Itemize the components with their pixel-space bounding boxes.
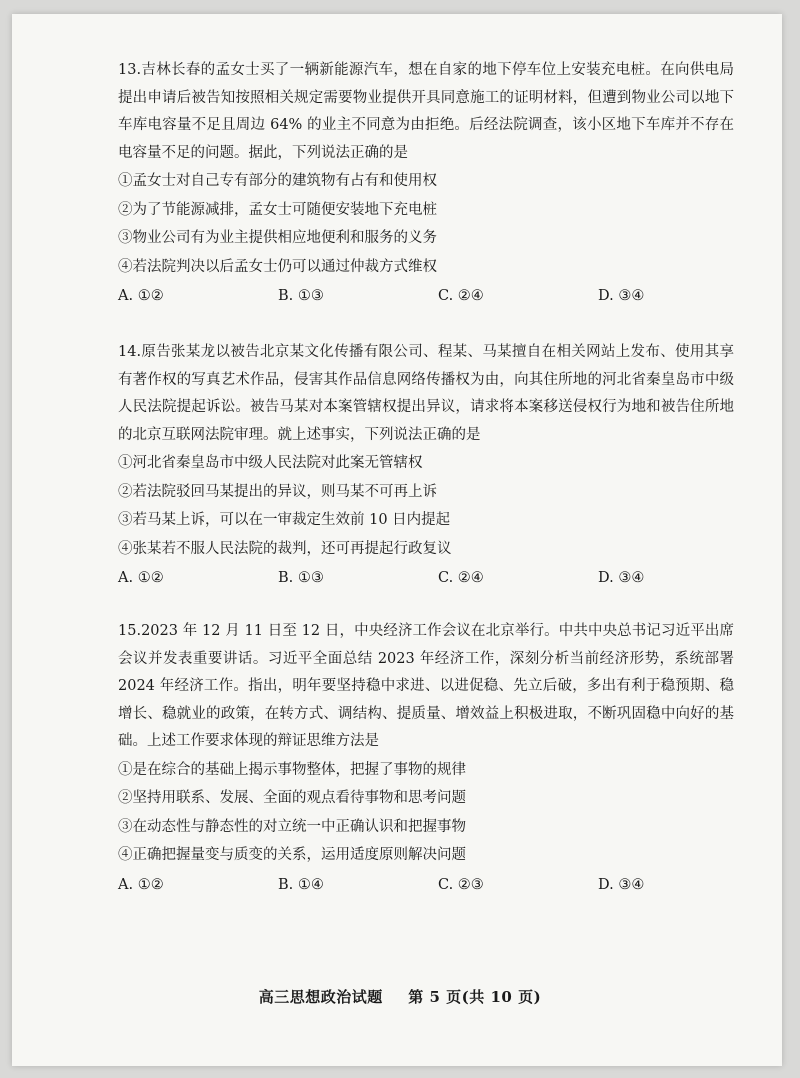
- statement-list: [118, 757, 734, 870]
- statement: ④张某若不服人民法院的裁判，还可再提起行政复议: [118, 540, 452, 557]
- statement: ④正确把握量变与质变的关系，运用适度原则解决问题: [118, 847, 466, 863]
- question-stem: [118, 57, 734, 167]
- statement: ①河北省秦皇岛市中级人民法院对此案无管辖权: [118, 455, 423, 471]
- choice-c: C. ②④: [438, 570, 484, 586]
- page-footer: [0, 986, 800, 1007]
- choice-b: B. ①③: [278, 570, 324, 586]
- statement: ③若马某上诉，可以在一审裁定生效前 10 日内提起: [118, 512, 451, 528]
- choice-b: B. ①③: [278, 288, 324, 304]
- question-text: 2023 年 12 月 11 日至 12 日，中央经济工作会议在北京举行。中共中央总书记习近平出席会议并发表重要讲话。习近平全面总结 2023 年经济工作，深刻分析当前经济形势，系统部署 2024 年经济工作。指出，明年要坚持稳中求进、以进促稳、先立后破，多出有利于稳预期、稳增长、稳就业的政策，在转方式、调结构、提质量、增效益上积极进取，不断巩固稳中向好的基础。上述工作要求体现的辩证思维方法是: [118, 623, 734, 749]
- question-stem: [118, 618, 734, 756]
- choice-a: A. ①②: [118, 570, 164, 586]
- footer-page-number: 第 5 页(共 10 页): [408, 988, 542, 1006]
- choice-d: D. ③④: [598, 288, 645, 304]
- choice-d: D. ③④: [598, 570, 645, 586]
- question-number: 13.: [118, 62, 142, 78]
- statement: ②为了节能源减排，孟女士可随便安装地下充电桩: [118, 201, 437, 218]
- question-15: [118, 618, 734, 899]
- statement-list: [118, 450, 734, 563]
- answer-choices: [118, 283, 734, 311]
- statement: ③物业公司有为业主提供相应地便利和服务的义务: [118, 230, 437, 246]
- statement: ①孟女士对自己专有部分的建筑物有占有和使用权: [118, 173, 437, 189]
- statement: ④若法院判决以后孟女士仍可以通过仲裁方式维权: [118, 258, 437, 275]
- choice-c: C. ②③: [438, 876, 484, 893]
- question-13: [118, 57, 734, 311]
- choice-d: D. ③④: [598, 876, 645, 893]
- question-number: 15.: [118, 623, 142, 639]
- question-text: 吉林长春的孟女士买了一辆新能源汽车，想在自家的地下停车位上安装充电桩。在向供电局提出申请后被告知按照相关规定需要物业提供开具同意施工的证明材料，但遭到物业公司以地下车库电容量不足且周边 64% 的业主不同意为由拒绝。后经法院调查，该小区地下车库并不存在电容量不足的问题。据此，下列说法正确的是: [118, 62, 734, 161]
- answer-choices: [118, 872, 734, 900]
- question-14: [118, 339, 734, 593]
- answer-choices: [118, 565, 734, 593]
- choice-c: C. ②④: [438, 288, 484, 304]
- choice-a: A. ①②: [118, 876, 164, 893]
- question-number: 14.: [118, 344, 142, 360]
- statement-list: [118, 168, 734, 281]
- question-text: 原告张某龙以被告北京某文化传播有限公司、程某、马某擅自在相关网站上发布、使用其享有著作权的写真艺术作品，侵害其作品信息网络传播权为由，向其住所地的河北省秦皇岛市中级人民法院提起诉讼。被告马某对本案管辖权提出异议，请求将本案移送侵权行为地和被告住所地的北京互联网法院审理。就上述事实，下列说法正确的是: [118, 344, 734, 443]
- choice-a: A. ①②: [118, 288, 164, 304]
- statement: ①是在综合的基础上揭示事物整体，把握了事物的规律: [118, 761, 466, 778]
- statement: ③在动态性与静态性的对立统一中正确认识和把握事物: [118, 818, 466, 835]
- statement: ②坚持用联系、发展、全面的观点看待事物和思考问题: [118, 790, 466, 806]
- question-stem: [118, 339, 734, 449]
- footer-subject: 高三思想政治试题: [258, 988, 383, 1006]
- statement: ②若法院驳回马某提出的异议，则马某不可再上诉: [118, 483, 437, 500]
- choice-b: B. ①④: [278, 876, 324, 893]
